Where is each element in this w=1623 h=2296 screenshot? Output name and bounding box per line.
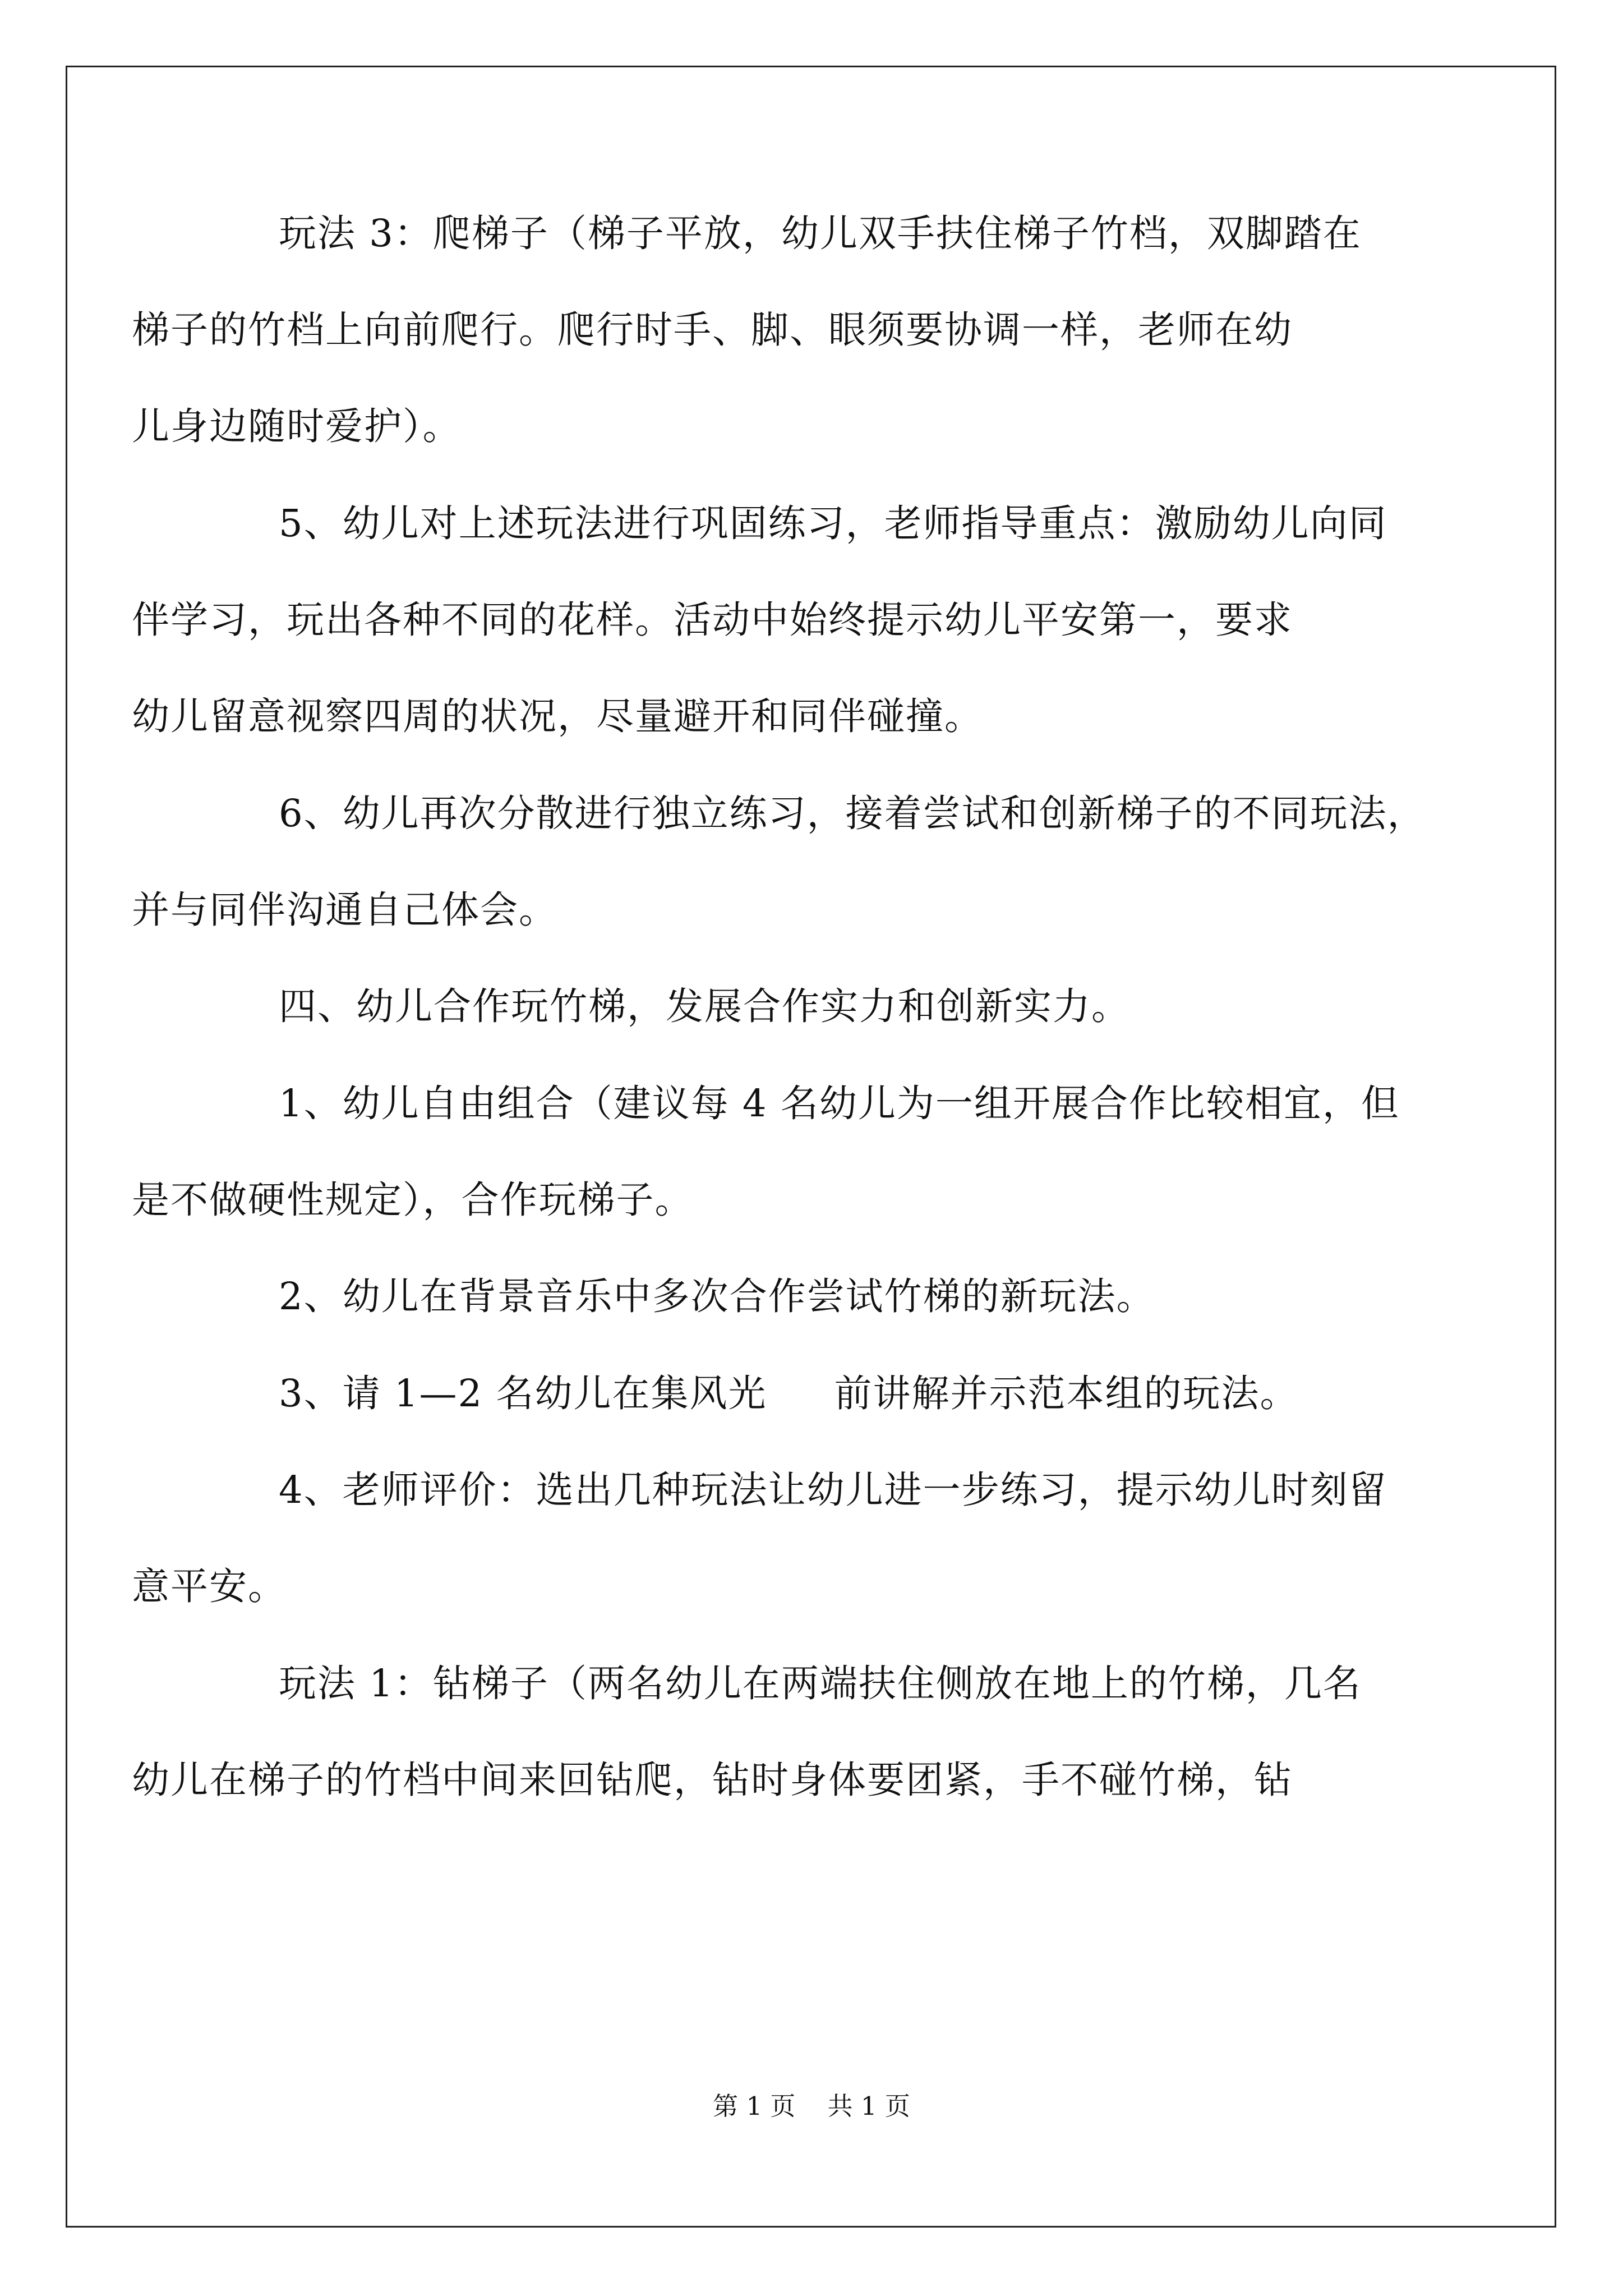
- line-segment: 3、请 1—2 名幼儿在集风光: [279, 1372, 767, 1415]
- paragraph-line: 5、幼儿对上述玩法进行巩固练习，老师指导重点：激励幼儿向同: [279, 501, 1387, 545]
- paragraph-line: [279, 1368, 1491, 1419]
- paragraph-line: 1、幼儿自由组合（建议每 4 名幼儿为一组开展合作比较相宜，但: [279, 1082, 1400, 1125]
- paragraph-line: 伴学习，玩出各种不同的花样。活动中始终提示幼儿平安第一，要求: [132, 598, 1293, 642]
- section-heading: 四、幼儿合作玩竹梯，发展合作实力和创新实力。: [279, 984, 1130, 1028]
- paragraph-line: 梯子的竹档上向前爬行。爬行时手、脚、眼须要协调一样，老师在幼: [132, 308, 1293, 352]
- paragraph-line: 幼儿在梯子的竹档中间来回钻爬，钻时身体要团紧，手不碰竹梯，钻: [132, 1758, 1293, 1802]
- paragraph-line: 幼儿留意视察四周的状况，尽量避开和同伴碰撞。: [132, 694, 983, 738]
- paragraph-line: 儿身边随时爱护）。: [132, 404, 462, 448]
- line-segment: 前讲解并示范本组的玩法。: [834, 1372, 1299, 1415]
- page-number-footer: 第 1 页 共 1 页: [713, 2091, 910, 2121]
- paragraph-line: 2、幼儿在背景音乐中多次合作尝试竹梯的新玩法。: [279, 1274, 1155, 1318]
- paragraph-line: 玩法 3：爬梯子（梯子平放，幼儿双手扶住梯子竹档，双脚踏在: [279, 211, 1362, 255]
- paragraph-line: 是不做硬性规定），合作玩梯子。: [132, 1178, 694, 1222]
- paragraph-line: 4、老师评价：选出几种玩法让幼儿进一步练习，提示幼儿时刻留: [279, 1468, 1387, 1512]
- paragraph-line: 6、幼儿再次分散进行独立练习，接着尝试和创新梯子的不同玩法，: [279, 792, 1426, 835]
- page-border: [66, 66, 1556, 2228]
- paragraph-line: 意平安。: [132, 1565, 287, 1608]
- paragraph-line: 并与同伴沟通自己体会。: [132, 888, 557, 932]
- paragraph-line: 玩法 1：钻梯子（两名幼儿在两端扶住侧放在地上的竹梯，几名: [279, 1662, 1362, 1705]
